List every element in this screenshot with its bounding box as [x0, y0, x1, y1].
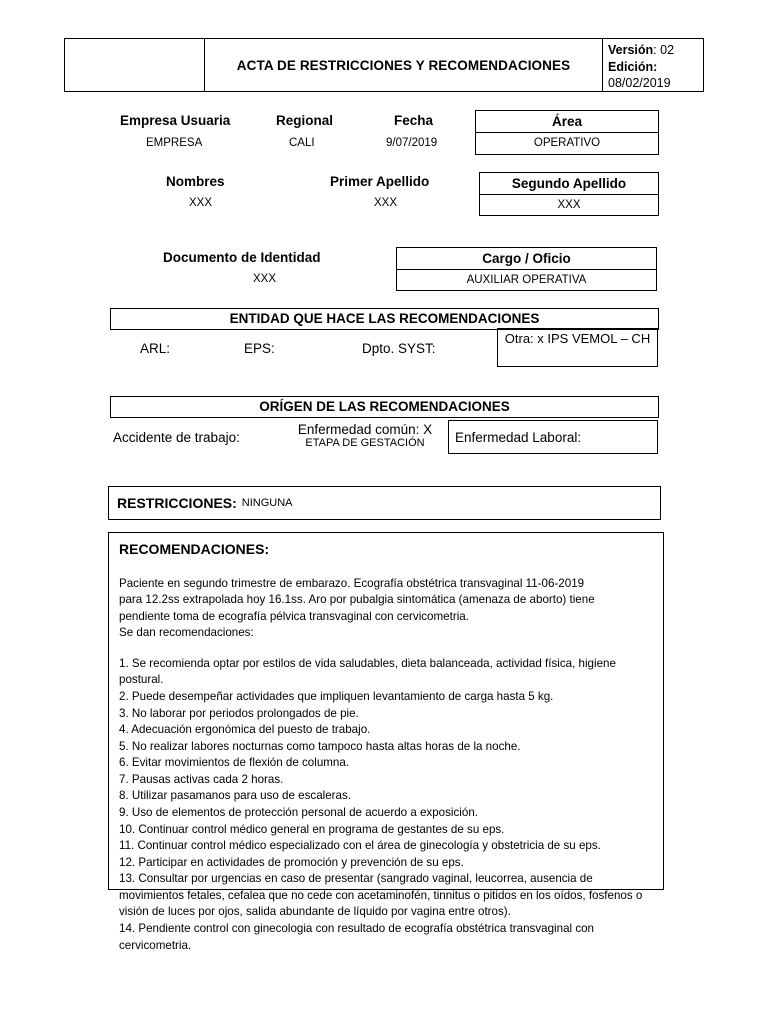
documento-identidad-value: XXX [253, 273, 277, 285]
cargo-oficio-value: AUXILIAR OPERATIVA [466, 274, 587, 286]
recomendacion-item: 2. Puede desempeñar actividades que impliquen levantamiento de carga hasta 5 kg. [119, 689, 554, 703]
recomendaciones-intro [119, 576, 653, 642]
document-header-table [64, 38, 704, 92]
accidente-trabajo-label: Accidente de trabajo: [113, 430, 240, 445]
version-label: Versión [608, 43, 654, 57]
area-label: Área [476, 111, 658, 133]
area-field [475, 110, 659, 155]
enfermedad-comun-field [282, 422, 448, 449]
intro-line-4: Se dan recomendaciones: [119, 626, 254, 640]
intro-line-1: Paciente en segundo trimestre de embarazo. Ecografía obstétrica transvaginal 11-06-2019 [119, 577, 585, 590]
fecha-label: Fecha [394, 113, 434, 128]
recomendacion-item: 3. No laborar por periodos prolongados de pie. [119, 706, 359, 720]
area-value: OPERATIVO [533, 137, 601, 149]
intro-line-2: para 12.2ss extrapolada hoy 16.1ss. Aro por pubalgia sintomática (amenaza de aborto) tiene [119, 593, 595, 607]
recomendacion-item: 1. Se recomienda optar por estilos de vida saludables, dieta balanceada, actividad física, higiene postural. [119, 656, 616, 687]
edicion-label: Edición: [608, 59, 658, 74]
segundo-apellido-label: Segundo Apellido [480, 173, 658, 195]
recomendacion-item: 5. No realizar labores nocturnas como tampoco hasta altas horas de la noche. [119, 739, 521, 753]
intro-line-3: pendiente toma de ecografía pélvica transvaginal con cervicometria. [119, 609, 469, 623]
version-value: : 02 [653, 43, 675, 57]
recomendacion-item: 13. Consultar por urgencias en caso de presentar (sangrado vaginal, leucorrea, ausencia de movimientos fetales, cefalea que no cede con acetaminofén, tinnitus o pitidos en los oídos, fosfenos o visión de luces por ojos, salida abundante de líquido por vagina entre otros). [119, 872, 643, 919]
recomendacion-item: 6. Evitar movimientos de flexión de columna. [119, 756, 350, 770]
segundo-apellido-field [479, 172, 659, 216]
recomendaciones-title: RECOMENDACIONES: [119, 541, 270, 557]
empresa-usuaria-value: EMPRESA [146, 137, 203, 149]
version-line [608, 42, 703, 59]
recomendacion-item: 12. Participar en actividades de promoción y prevención de su eps. [119, 855, 464, 869]
restricciones-field [108, 486, 661, 520]
empresa-usuaria-label: Empresa Usuaria [120, 113, 231, 128]
document-meta [603, 39, 703, 91]
restricciones-value: NINGUNA [241, 497, 293, 509]
cargo-oficio-field [396, 247, 657, 291]
recomendaciones-box [108, 532, 664, 952]
documento-identidad-label: Documento de Identidad [163, 250, 321, 265]
enfermedad-comun-sublabel: ETAPA DE GESTACIÓN [305, 437, 425, 449]
recomendacion-item: 9. Uso de elementos de protección personal de acuerdo a exposición. [119, 806, 478, 820]
document-title: ACTA DE RESTRICCIONES Y RECOMENDACIONES [205, 39, 603, 91]
fecha-value: 9/07/2019 [386, 137, 438, 149]
eps-label: EPS: [244, 341, 275, 356]
origen-section-title: ORÍGEN DE LAS RECOMENDACIONES [110, 396, 659, 418]
logo-cell [65, 39, 205, 91]
primer-apellido-value: XXX [374, 197, 398, 209]
recomendacion-item: 14. Pendiente control con ginecologia con resultado de ecografía obstétrica transvaginal con cervicometria. [119, 922, 595, 952]
recomendacion-item: 11. Continuar control médico especializado con el área de ginecología y obstetricia de su eps. [119, 839, 601, 853]
otra-entidad-field: Otra: x IPS VEMOL – CH [497, 328, 658, 367]
dpto-syst-label: Dpto. SYST: [362, 341, 436, 356]
recomendacion-item: 4. Adecuación ergonómica del puesto de trabajo. [119, 723, 371, 737]
regional-value: CALI [289, 137, 315, 149]
cargo-oficio-label: Cargo / Oficio [397, 248, 656, 270]
recomendacion-item: 7. Pausas activas cada 2 horas. [119, 772, 284, 786]
recomendacion-item: 8. Utilizar pasamanos para uso de escaleras. [119, 789, 351, 803]
regional-label: Regional [276, 113, 334, 128]
segundo-apellido-value: XXX [557, 199, 581, 211]
nombres-label: Nombres [166, 174, 225, 189]
edicion-value: 08/02/2019 [608, 76, 671, 90]
recomendacion-item: 10. Continuar control médico general en programa de gestantes de su eps. [119, 822, 505, 836]
enfermedad-comun-label: Enfermedad común: X [297, 422, 433, 437]
nombres-value: XXX [189, 197, 213, 209]
restricciones-label: RESTRICCIONES: [117, 495, 237, 511]
enfermedad-laboral-field: Enfermedad Laboral: [448, 420, 658, 454]
arl-label: ARL: [140, 341, 171, 356]
entidad-section-title: ENTIDAD QUE HACE LAS RECOMENDACIONES [110, 308, 659, 330]
recomendaciones-list [119, 656, 653, 954]
primer-apellido-label: Primer Apellido [330, 174, 430, 189]
